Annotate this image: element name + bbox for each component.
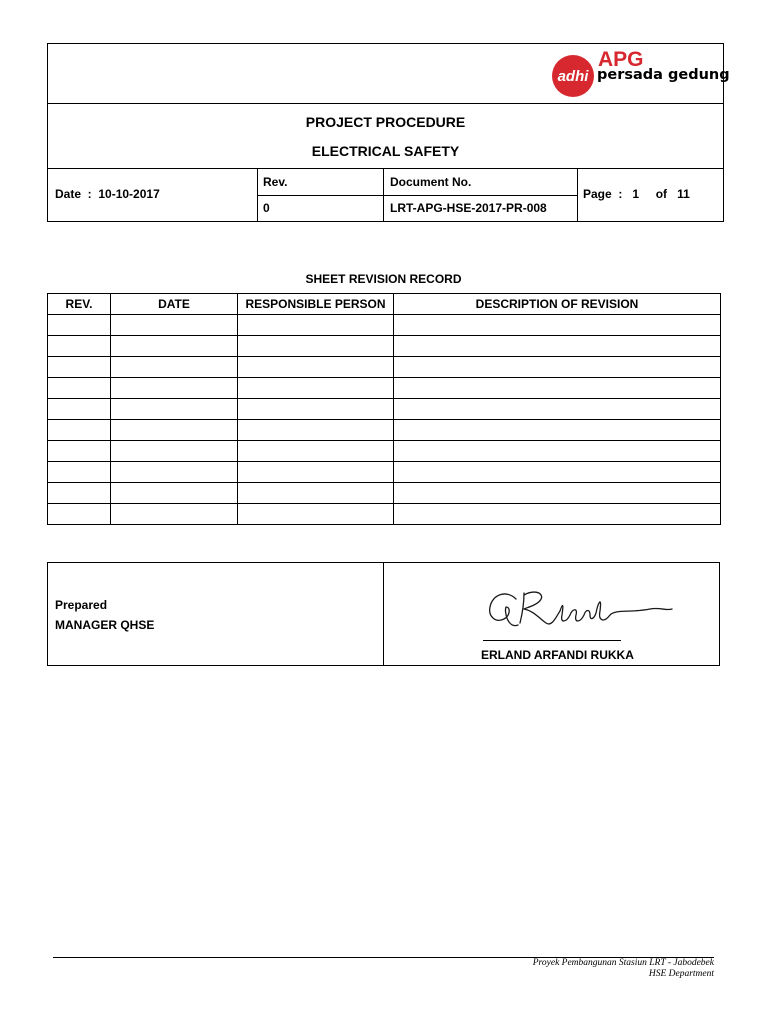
cell-date (111, 420, 238, 441)
header-divider (383, 168, 384, 222)
table-row (48, 336, 721, 357)
cell-rev (48, 399, 111, 420)
cell-description (394, 315, 721, 336)
rev-value: 0 (263, 201, 270, 215)
cell-responsible-person (238, 315, 394, 336)
cell-rev (48, 441, 111, 462)
page-number: 1 (632, 187, 640, 201)
cell-responsible-person (238, 399, 394, 420)
cell-date (111, 315, 238, 336)
header-divider (47, 168, 724, 169)
cell-responsible-person (238, 441, 394, 462)
column-header-date: DATE (111, 294, 238, 315)
signature-line (483, 640, 621, 641)
document-number-value: LRT-APG-HSE-2017-PR-008 (390, 201, 547, 215)
cell-rev (48, 357, 111, 378)
cell-date (111, 441, 238, 462)
cell-date (111, 483, 238, 504)
table-row (48, 420, 721, 441)
page-of: of (655, 187, 668, 201)
header-divider (47, 103, 724, 104)
cell-description (394, 441, 721, 462)
date-field: Date : 10-10-2017 (55, 187, 160, 201)
cell-responsible-person (238, 420, 394, 441)
rev-label: Rev. (263, 175, 288, 189)
signature-image (480, 583, 680, 639)
company-logo (550, 48, 730, 98)
table-row (48, 378, 721, 399)
table-header-row (48, 294, 721, 315)
revision-table-body (48, 315, 721, 525)
revision-table (47, 293, 721, 525)
cell-rev (48, 336, 111, 357)
cell-date (111, 336, 238, 357)
cell-description (394, 462, 721, 483)
page-total: 11 (677, 187, 690, 201)
column-header-responsible-person: RESPONSIBLE PERSON (238, 294, 394, 315)
table-row (48, 441, 721, 462)
cell-rev (48, 483, 111, 504)
table-row (48, 399, 721, 420)
document-number-label: Document No. (390, 175, 472, 189)
cell-description (394, 378, 721, 399)
document-subject: ELECTRICAL SAFETY (311, 143, 460, 159)
table-row (48, 462, 721, 483)
page-title: PROJECT PROCEDURE (305, 114, 466, 130)
header-divider (577, 168, 578, 222)
page-counter: Page : 1 of 11 (583, 187, 690, 201)
header-divider (257, 168, 258, 222)
approval-divider (383, 562, 384, 666)
cell-description (394, 504, 721, 525)
brand-subtitle: persada gedung (597, 67, 730, 83)
cell-date (111, 462, 238, 483)
table-row (48, 504, 721, 525)
brand-name: APG (598, 48, 644, 71)
cell-date (111, 357, 238, 378)
date-value: 10-10-2017 (98, 187, 160, 201)
table-row (48, 483, 721, 504)
cell-rev (48, 378, 111, 399)
cell-description (394, 336, 721, 357)
badge-text: adhi (557, 68, 589, 85)
cell-responsible-person (238, 378, 394, 399)
cell-description (394, 483, 721, 504)
prepared-role: MANAGER QHSE (55, 618, 155, 632)
page-label: Page (583, 187, 612, 201)
date-label: Date (55, 187, 82, 201)
footer-department: HSE Department (648, 969, 714, 979)
prepared-label: Prepared (55, 598, 108, 612)
signer-name: ERLAND ARFANDI RUKKA (481, 648, 634, 662)
header-divider (257, 195, 577, 196)
revision-record-title: SHEET REVISION RECORD (305, 272, 462, 286)
footer-project: Proyek Pembangunan Stasiun LRT - Jabodebek (532, 958, 714, 968)
column-header-description: DESCRIPTION OF REVISION (394, 294, 721, 315)
cell-responsible-person (238, 504, 394, 525)
cell-date (111, 504, 238, 525)
cell-rev (48, 315, 111, 336)
cell-responsible-person (238, 357, 394, 378)
adhi-logo-badge (550, 53, 598, 101)
cell-date (111, 378, 238, 399)
cell-responsible-person (238, 483, 394, 504)
cell-description (394, 420, 721, 441)
column-header-rev: REV. (48, 294, 111, 315)
cell-date (111, 399, 238, 420)
cell-responsible-person (238, 462, 394, 483)
table-row (48, 357, 721, 378)
cell-description (394, 399, 721, 420)
cell-responsible-person (238, 336, 394, 357)
table-row (48, 315, 721, 336)
cell-rev (48, 420, 111, 441)
cell-description (394, 357, 721, 378)
cell-rev (48, 462, 111, 483)
cell-rev (48, 504, 111, 525)
